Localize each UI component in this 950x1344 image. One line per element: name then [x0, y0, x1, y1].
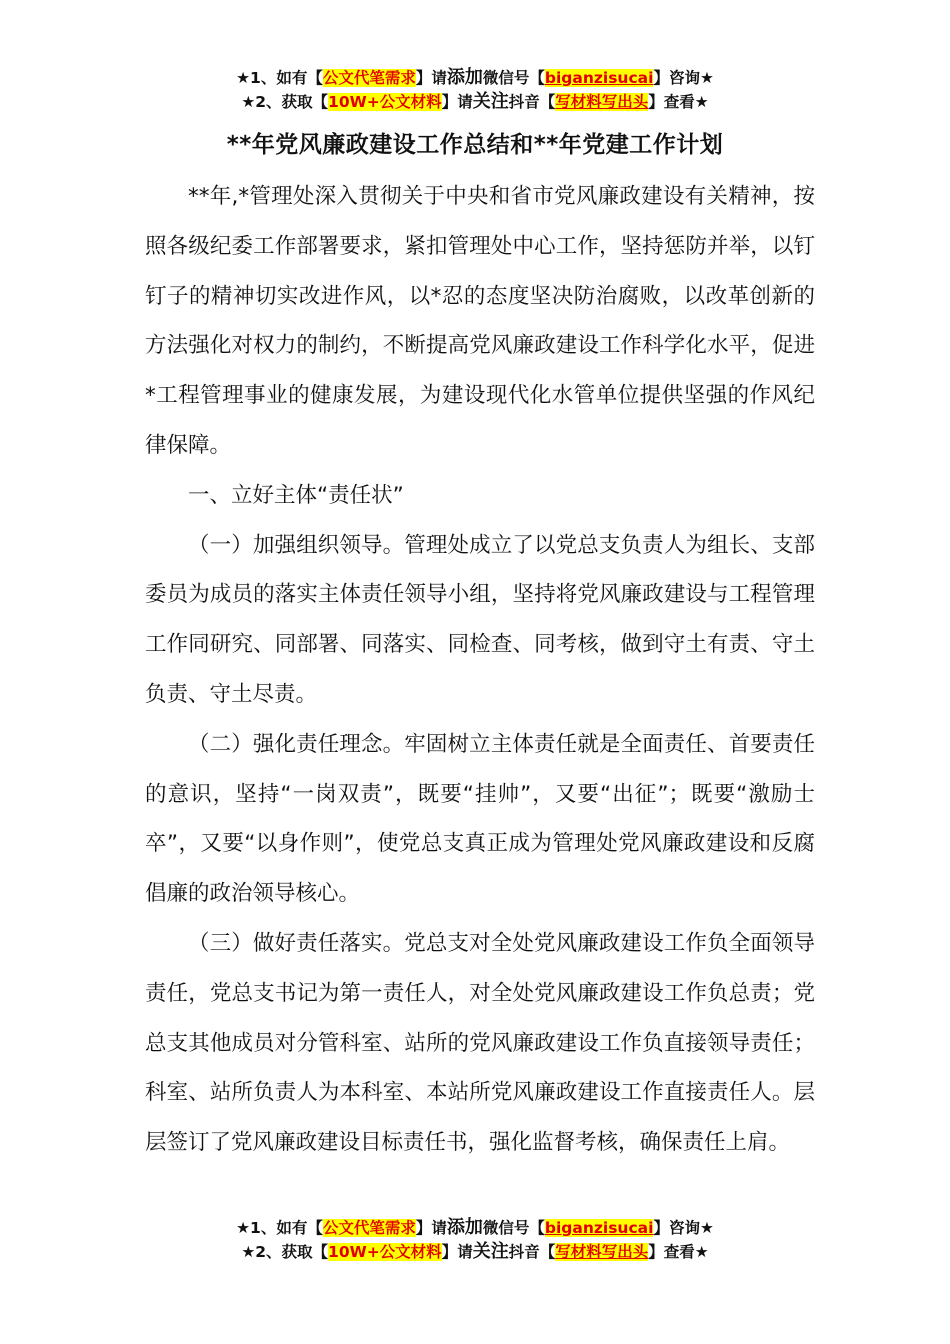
banner-emphasis: 添加	[446, 67, 483, 88]
highlight-materials: 10W+公文材料	[328, 1243, 442, 1261]
banner-text: 】请	[415, 69, 447, 87]
douyin-account: 写材料写出头	[555, 93, 649, 111]
banner-text: 】咨询★	[653, 69, 714, 87]
banner-text: 抖音【	[508, 93, 556, 111]
banner-emphasis: 添加	[446, 1217, 483, 1238]
highlight-service: 公文代笔需求	[322, 69, 416, 87]
banner-emphasis: 关注	[472, 1241, 509, 1262]
paragraph-item-2: （二）强化责任理念。牢固树立主体责任就是全面责任、首要责任的意识，坚持“一岗双责”，既要“挂帅”，又要“出征”；既要“激励士卒”，又要“以身作则”，使党总支真正成为管理处党风廉政建设和反腐倡廉的政治领导核心。	[145, 731, 815, 907]
banner-text: ★2、获取【	[241, 1243, 329, 1261]
highlight-service: 公文代笔需求	[322, 1219, 416, 1237]
banner-text: 微信号【	[482, 69, 545, 87]
banner-text: ★2、获取【	[241, 93, 329, 111]
banner-text: ★1、如有【	[236, 1219, 323, 1237]
document-body	[145, 172, 815, 1168]
banner-text: ★1、如有【	[236, 69, 323, 87]
wechat-id: biganzisucai	[544, 1219, 654, 1237]
banner-text: 】查看★	[648, 1243, 709, 1261]
banner-text: 】请	[441, 93, 473, 111]
banner-text: 抖音【	[508, 1243, 556, 1261]
banner-text: 】查看★	[648, 93, 709, 111]
banner-line-2	[0, 90, 950, 114]
paragraph-item-1: （一）加强组织领导。管理处成立了以党总支负责人为组长、支部委员为成员的落实主体责任领导小组，坚持将党风廉政建设与工程管理工作同研究、同部署、同落实、同检查、同考核，做到守土有责、守土负责、守土尽责。	[145, 532, 815, 707]
bottom-banner	[0, 1216, 950, 1264]
section-heading: 一、立好主体“责任状”	[188, 482, 404, 508]
paragraph-intro: **年,*管理处深入贯彻关于中央和省市党风廉政建设有关精神，按照各级纪委工作部署要求，紧扣管理处中心工作，坚持惩防并举，以钉钉子的精神切实改进作风，以*忍的态度坚决防治腐败，以改革创新的方法强化对权力的制约，不断提高党风廉政建设工作科学化水平，促进*工程管理事业的健康发展，为建设现代化水管单位提供坚强的作风纪律保障。	[145, 184, 815, 458]
banner-text: 】请	[441, 1243, 473, 1261]
document-title: **年党风廉政建设工作总结和**年党建工作计划	[226, 132, 724, 158]
banner-line-2	[0, 1240, 950, 1264]
banner-line-1	[0, 1216, 950, 1240]
top-banner	[0, 66, 950, 114]
banner-text: 】请	[415, 1219, 447, 1237]
wechat-id: biganzisucai	[544, 69, 654, 87]
banner-text: 微信号【	[482, 1219, 545, 1237]
banner-text: 】咨询★	[653, 1219, 714, 1237]
highlight-materials: 10W+公文材料	[328, 93, 442, 111]
banner-line-1	[0, 66, 950, 90]
banner-emphasis: 关注	[472, 91, 509, 112]
paragraph-item-3: （三）做好责任落实。党总支对全处党风廉政建设工作负全面领导责任，党总支书记为第一责任人，对全处党风廉政建设工作负总责；党总支其他成员对分管科室、站所的党风廉政建设工作负直接领导责任；科室、站所负责人为本科室、本站所党风廉政建设工作直接责任人。层层签订了党风廉政建设目标责任书，强化监督考核，确保责任上肩。	[145, 930, 815, 1156]
douyin-account: 写材料写出头	[555, 1243, 649, 1261]
